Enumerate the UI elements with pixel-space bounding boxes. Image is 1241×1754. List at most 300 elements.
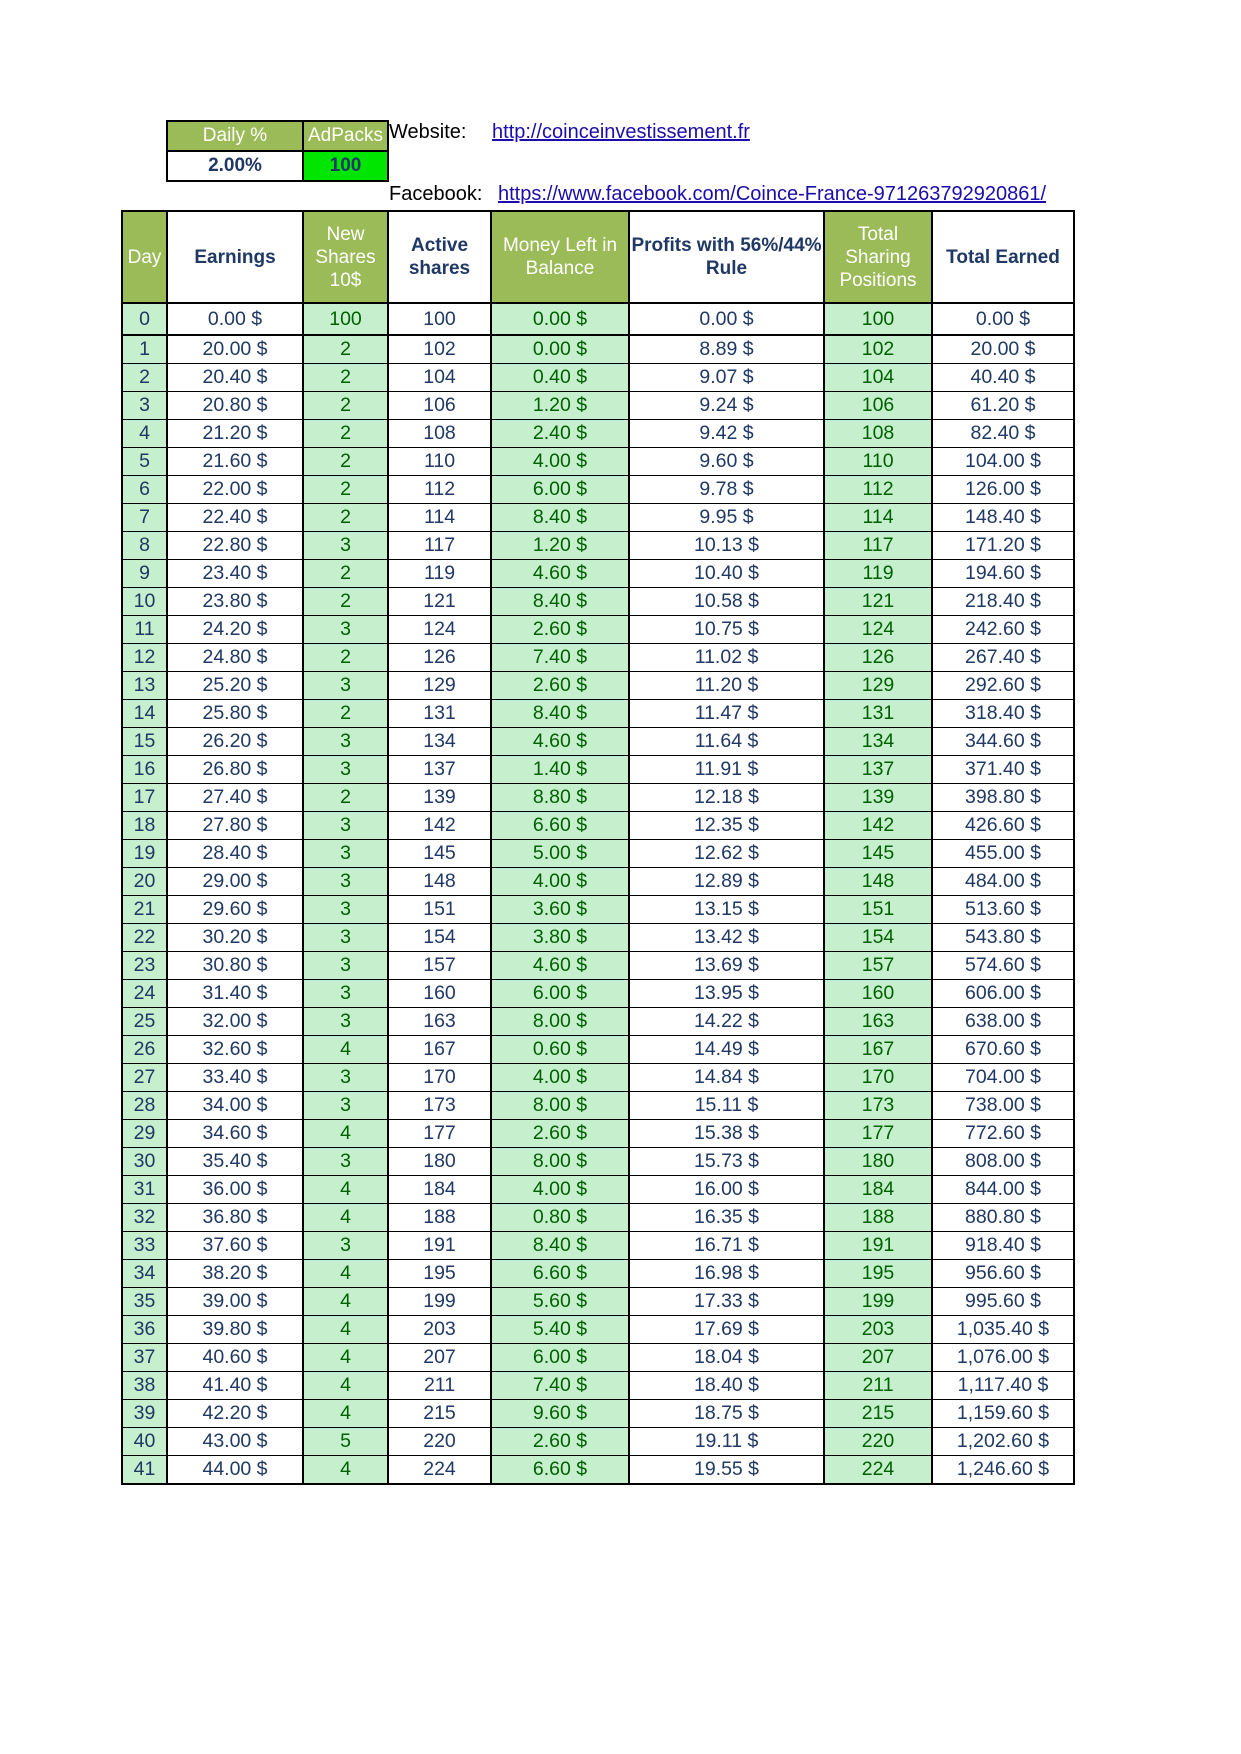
day-cell[interactable]: 37 [122, 1344, 167, 1372]
earnings-cell[interactable]: 33.40 $ [167, 1064, 303, 1092]
day-cell[interactable]: 30 [122, 1148, 167, 1176]
profits-cell[interactable]: 10.75 $ [629, 616, 824, 644]
profits-cell[interactable]: 14.49 $ [629, 1036, 824, 1064]
earnings-cell[interactable]: 24.80 $ [167, 644, 303, 672]
day-cell[interactable]: 36 [122, 1316, 167, 1344]
new-shares-cell[interactable]: 4 [303, 1204, 388, 1232]
earnings-cell[interactable]: 21.60 $ [167, 448, 303, 476]
total-earned-cell[interactable]: 704.00 $ [932, 1064, 1074, 1092]
profits-cell[interactable]: 11.91 $ [629, 756, 824, 784]
active-shares-cell[interactable]: 137 [388, 756, 491, 784]
active-shares-cell[interactable]: 134 [388, 728, 491, 756]
facebook-link[interactable]: https://www.facebook.com/Coince-France-971263792920861/ [497, 183, 1047, 205]
total-positions-cell[interactable]: 134 [824, 728, 932, 756]
day-cell[interactable]: 25 [122, 1008, 167, 1036]
day-cell[interactable]: 33 [122, 1232, 167, 1260]
total-earned-cell[interactable]: 880.80 $ [932, 1204, 1074, 1232]
profits-cell[interactable]: 9.42 $ [629, 420, 824, 448]
active-shares-cell[interactable]: 108 [388, 420, 491, 448]
profits-cell[interactable]: 9.78 $ [629, 476, 824, 504]
new-shares-cell[interactable]: 2 [303, 364, 388, 392]
active-shares-cell[interactable]: 142 [388, 812, 491, 840]
profits-cell[interactable]: 14.84 $ [629, 1064, 824, 1092]
new-shares-cell[interactable]: 2 [303, 476, 388, 504]
profits-cell[interactable]: 12.35 $ [629, 812, 824, 840]
money-left-cell[interactable]: 0.00 $ [491, 335, 629, 364]
total-earned-cell[interactable]: 513.60 $ [932, 896, 1074, 924]
total-positions-cell[interactable]: 207 [824, 1344, 932, 1372]
new-shares-cell[interactable]: 4 [303, 1372, 388, 1400]
earnings-cell[interactable]: 22.00 $ [167, 476, 303, 504]
total-earned-cell[interactable]: 670.60 $ [932, 1036, 1074, 1064]
total-earned-cell[interactable]: 1,159.60 $ [932, 1400, 1074, 1428]
profits-cell[interactable]: 9.95 $ [629, 504, 824, 532]
earnings-cell[interactable]: 35.40 $ [167, 1148, 303, 1176]
new-shares-cell[interactable]: 2 [303, 644, 388, 672]
earnings-cell[interactable]: 24.20 $ [167, 616, 303, 644]
money-left-cell[interactable]: 1.20 $ [491, 392, 629, 420]
money-left-cell[interactable]: 8.80 $ [491, 784, 629, 812]
daily-percent-value[interactable]: 2.00% [167, 151, 303, 181]
profits-cell[interactable]: 0.00 $ [629, 303, 824, 335]
active-shares-cell[interactable]: 180 [388, 1148, 491, 1176]
new-shares-cell[interactable]: 4 [303, 1176, 388, 1204]
active-shares-cell[interactable]: 160 [388, 980, 491, 1008]
day-cell[interactable]: 19 [122, 840, 167, 868]
active-shares-cell[interactable]: 211 [388, 1372, 491, 1400]
earnings-cell[interactable]: 20.00 $ [167, 335, 303, 364]
earnings-cell[interactable]: 30.20 $ [167, 924, 303, 952]
earnings-cell[interactable]: 39.80 $ [167, 1316, 303, 1344]
earnings-cell[interactable]: 26.80 $ [167, 756, 303, 784]
total-earned-cell[interactable]: 1,035.40 $ [932, 1316, 1074, 1344]
active-shares-cell[interactable]: 114 [388, 504, 491, 532]
new-shares-cell[interactable]: 100 [303, 303, 388, 335]
earnings-cell[interactable]: 32.60 $ [167, 1036, 303, 1064]
profits-cell[interactable]: 15.11 $ [629, 1092, 824, 1120]
active-shares-cell[interactable]: 191 [388, 1232, 491, 1260]
profits-cell[interactable]: 17.33 $ [629, 1288, 824, 1316]
total-positions-cell[interactable]: 108 [824, 420, 932, 448]
new-shares-cell[interactable]: 4 [303, 1316, 388, 1344]
active-shares-cell[interactable]: 106 [388, 392, 491, 420]
active-shares-cell[interactable]: 102 [388, 335, 491, 364]
new-shares-cell[interactable]: 3 [303, 896, 388, 924]
day-cell[interactable]: 3 [122, 392, 167, 420]
earnings-cell[interactable]: 22.80 $ [167, 532, 303, 560]
total-positions-cell[interactable]: 199 [824, 1288, 932, 1316]
new-shares-cell[interactable]: 4 [303, 1456, 388, 1485]
profits-cell[interactable]: 15.73 $ [629, 1148, 824, 1176]
total-earned-cell[interactable]: 126.00 $ [932, 476, 1074, 504]
new-shares-cell[interactable]: 3 [303, 756, 388, 784]
total-earned-cell[interactable]: 218.40 $ [932, 588, 1074, 616]
active-shares-cell[interactable]: 139 [388, 784, 491, 812]
money-left-cell[interactable]: 4.60 $ [491, 952, 629, 980]
total-earned-cell[interactable]: 455.00 $ [932, 840, 1074, 868]
total-positions-cell[interactable]: 131 [824, 700, 932, 728]
total-earned-cell[interactable]: 808.00 $ [932, 1148, 1074, 1176]
earnings-cell[interactable]: 0.00 $ [167, 303, 303, 335]
earnings-cell[interactable]: 20.40 $ [167, 364, 303, 392]
day-cell[interactable]: 2 [122, 364, 167, 392]
total-earned-cell[interactable]: 638.00 $ [932, 1008, 1074, 1036]
total-positions-cell[interactable]: 124 [824, 616, 932, 644]
new-shares-cell[interactable]: 3 [303, 728, 388, 756]
new-shares-cell[interactable]: 3 [303, 980, 388, 1008]
earnings-cell[interactable]: 29.60 $ [167, 896, 303, 924]
day-cell[interactable]: 27 [122, 1064, 167, 1092]
earnings-cell[interactable]: 36.80 $ [167, 1204, 303, 1232]
active-shares-cell[interactable]: 215 [388, 1400, 491, 1428]
active-shares-cell[interactable]: 177 [388, 1120, 491, 1148]
total-earned-cell[interactable]: 606.00 $ [932, 980, 1074, 1008]
new-shares-cell[interactable]: 4 [303, 1036, 388, 1064]
active-shares-cell[interactable]: 203 [388, 1316, 491, 1344]
profits-cell[interactable]: 12.18 $ [629, 784, 824, 812]
day-cell[interactable]: 24 [122, 980, 167, 1008]
new-shares-cell[interactable]: 3 [303, 616, 388, 644]
money-left-cell[interactable]: 3.60 $ [491, 896, 629, 924]
total-positions-cell[interactable]: 137 [824, 756, 932, 784]
money-left-cell[interactable]: 0.40 $ [491, 364, 629, 392]
total-positions-cell[interactable]: 100 [824, 303, 932, 335]
active-shares-cell[interactable]: 100 [388, 303, 491, 335]
total-positions-cell[interactable]: 211 [824, 1372, 932, 1400]
total-earned-cell[interactable]: 148.40 $ [932, 504, 1074, 532]
active-shares-cell[interactable]: 170 [388, 1064, 491, 1092]
day-cell[interactable]: 6 [122, 476, 167, 504]
active-shares-cell[interactable]: 220 [388, 1428, 491, 1456]
day-cell[interactable]: 15 [122, 728, 167, 756]
adpacks-value[interactable]: 100 [303, 151, 388, 181]
day-cell[interactable]: 13 [122, 672, 167, 700]
money-left-cell[interactable]: 8.00 $ [491, 1092, 629, 1120]
new-shares-cell[interactable]: 3 [303, 532, 388, 560]
profits-cell[interactable]: 8.89 $ [629, 335, 824, 364]
new-shares-cell[interactable]: 3 [303, 1092, 388, 1120]
money-left-cell[interactable]: 0.60 $ [491, 1036, 629, 1064]
profits-cell[interactable]: 19.11 $ [629, 1428, 824, 1456]
active-shares-cell[interactable]: 173 [388, 1092, 491, 1120]
profits-cell[interactable]: 13.69 $ [629, 952, 824, 980]
total-positions-cell[interactable]: 106 [824, 392, 932, 420]
money-left-cell[interactable]: 8.00 $ [491, 1008, 629, 1036]
new-shares-cell[interactable]: 3 [303, 1064, 388, 1092]
earnings-cell[interactable]: 20.80 $ [167, 392, 303, 420]
day-cell[interactable]: 10 [122, 588, 167, 616]
earnings-cell[interactable]: 44.00 $ [167, 1456, 303, 1485]
day-cell[interactable]: 20 [122, 868, 167, 896]
total-earned-cell[interactable]: 1,117.40 $ [932, 1372, 1074, 1400]
active-shares-cell[interactable]: 126 [388, 644, 491, 672]
active-shares-cell[interactable]: 195 [388, 1260, 491, 1288]
active-shares-cell[interactable]: 110 [388, 448, 491, 476]
total-earned-cell[interactable]: 543.80 $ [932, 924, 1074, 952]
day-cell[interactable]: 22 [122, 924, 167, 952]
new-shares-cell[interactable]: 5 [303, 1428, 388, 1456]
total-positions-cell[interactable]: 177 [824, 1120, 932, 1148]
earnings-cell[interactable]: 27.80 $ [167, 812, 303, 840]
total-positions-cell[interactable]: 188 [824, 1204, 932, 1232]
new-shares-cell[interactable]: 2 [303, 448, 388, 476]
total-earned-cell[interactable]: 318.40 $ [932, 700, 1074, 728]
money-left-cell[interactable]: 2.60 $ [491, 616, 629, 644]
new-shares-cell[interactable]: 2 [303, 784, 388, 812]
money-left-cell[interactable]: 6.00 $ [491, 1344, 629, 1372]
money-left-cell[interactable]: 4.00 $ [491, 1176, 629, 1204]
earnings-cell[interactable]: 43.00 $ [167, 1428, 303, 1456]
money-left-cell[interactable]: 4.60 $ [491, 560, 629, 588]
profits-cell[interactable]: 11.20 $ [629, 672, 824, 700]
total-positions-cell[interactable]: 170 [824, 1064, 932, 1092]
day-cell[interactable]: 35 [122, 1288, 167, 1316]
total-positions-cell[interactable]: 203 [824, 1316, 932, 1344]
total-positions-cell[interactable]: 195 [824, 1260, 932, 1288]
money-left-cell[interactable]: 2.40 $ [491, 420, 629, 448]
profits-cell[interactable]: 12.62 $ [629, 840, 824, 868]
active-shares-cell[interactable]: 184 [388, 1176, 491, 1204]
money-left-cell[interactable]: 2.60 $ [491, 1428, 629, 1456]
earnings-cell[interactable]: 30.80 $ [167, 952, 303, 980]
new-shares-cell[interactable]: 2 [303, 392, 388, 420]
day-cell[interactable]: 26 [122, 1036, 167, 1064]
profits-cell[interactable]: 10.58 $ [629, 588, 824, 616]
new-shares-cell[interactable]: 4 [303, 1120, 388, 1148]
active-shares-cell[interactable]: 112 [388, 476, 491, 504]
day-cell[interactable]: 12 [122, 644, 167, 672]
money-left-cell[interactable]: 2.60 $ [491, 672, 629, 700]
total-earned-cell[interactable]: 104.00 $ [932, 448, 1074, 476]
new-shares-cell[interactable]: 3 [303, 840, 388, 868]
earnings-cell[interactable]: 29.00 $ [167, 868, 303, 896]
new-shares-cell[interactable]: 3 [303, 924, 388, 952]
total-positions-cell[interactable]: 180 [824, 1148, 932, 1176]
day-cell[interactable]: 16 [122, 756, 167, 784]
day-cell[interactable]: 14 [122, 700, 167, 728]
active-shares-cell[interactable]: 124 [388, 616, 491, 644]
profits-cell[interactable]: 16.98 $ [629, 1260, 824, 1288]
earnings-cell[interactable]: 42.20 $ [167, 1400, 303, 1428]
total-positions-cell[interactable]: 148 [824, 868, 932, 896]
total-positions-cell[interactable]: 112 [824, 476, 932, 504]
earnings-cell[interactable]: 34.00 $ [167, 1092, 303, 1120]
new-shares-cell[interactable]: 3 [303, 1232, 388, 1260]
earnings-cell[interactable]: 41.40 $ [167, 1372, 303, 1400]
new-shares-cell[interactable]: 2 [303, 588, 388, 616]
total-positions-cell[interactable]: 191 [824, 1232, 932, 1260]
day-cell[interactable]: 32 [122, 1204, 167, 1232]
total-earned-cell[interactable]: 995.60 $ [932, 1288, 1074, 1316]
earnings-cell[interactable]: 28.40 $ [167, 840, 303, 868]
total-positions-cell[interactable]: 102 [824, 335, 932, 364]
active-shares-cell[interactable]: 224 [388, 1456, 491, 1485]
active-shares-cell[interactable]: 148 [388, 868, 491, 896]
total-positions-cell[interactable]: 167 [824, 1036, 932, 1064]
new-shares-cell[interactable]: 4 [303, 1260, 388, 1288]
day-cell[interactable]: 5 [122, 448, 167, 476]
total-earned-cell[interactable]: 738.00 $ [932, 1092, 1074, 1120]
earnings-cell[interactable]: 36.00 $ [167, 1176, 303, 1204]
money-left-cell[interactable]: 2.60 $ [491, 1120, 629, 1148]
earnings-cell[interactable]: 40.60 $ [167, 1344, 303, 1372]
new-shares-cell[interactable]: 2 [303, 504, 388, 532]
money-left-cell[interactable]: 8.40 $ [491, 504, 629, 532]
money-left-cell[interactable]: 4.60 $ [491, 728, 629, 756]
money-left-cell[interactable]: 1.20 $ [491, 532, 629, 560]
earnings-cell[interactable]: 25.20 $ [167, 672, 303, 700]
total-earned-cell[interactable]: 0.00 $ [932, 303, 1074, 335]
total-earned-cell[interactable]: 1,202.60 $ [932, 1428, 1074, 1456]
money-left-cell[interactable]: 8.40 $ [491, 700, 629, 728]
money-left-cell[interactable]: 8.00 $ [491, 1148, 629, 1176]
profits-cell[interactable]: 15.38 $ [629, 1120, 824, 1148]
total-positions-cell[interactable]: 224 [824, 1456, 932, 1485]
total-positions-cell[interactable]: 160 [824, 980, 932, 1008]
profits-cell[interactable]: 11.47 $ [629, 700, 824, 728]
day-cell[interactable]: 18 [122, 812, 167, 840]
total-positions-cell[interactable]: 154 [824, 924, 932, 952]
day-cell[interactable]: 9 [122, 560, 167, 588]
profits-cell[interactable]: 16.35 $ [629, 1204, 824, 1232]
total-earned-cell[interactable]: 61.20 $ [932, 392, 1074, 420]
total-earned-cell[interactable]: 194.60 $ [932, 560, 1074, 588]
earnings-cell[interactable]: 25.80 $ [167, 700, 303, 728]
day-cell[interactable]: 39 [122, 1400, 167, 1428]
total-positions-cell[interactable]: 121 [824, 588, 932, 616]
new-shares-cell[interactable]: 4 [303, 1344, 388, 1372]
new-shares-cell[interactable]: 2 [303, 335, 388, 364]
website-link[interactable]: http://coinceinvestissement.fr [492, 121, 750, 143]
profits-cell[interactable]: 11.64 $ [629, 728, 824, 756]
money-left-cell[interactable]: 5.60 $ [491, 1288, 629, 1316]
active-shares-cell[interactable]: 117 [388, 532, 491, 560]
active-shares-cell[interactable]: 119 [388, 560, 491, 588]
total-positions-cell[interactable]: 139 [824, 784, 932, 812]
active-shares-cell[interactable]: 157 [388, 952, 491, 980]
money-left-cell[interactable]: 0.80 $ [491, 1204, 629, 1232]
day-cell[interactable]: 28 [122, 1092, 167, 1120]
active-shares-cell[interactable]: 145 [388, 840, 491, 868]
new-shares-cell[interactable]: 3 [303, 952, 388, 980]
new-shares-cell[interactable]: 3 [303, 1008, 388, 1036]
earnings-cell[interactable]: 39.00 $ [167, 1288, 303, 1316]
profits-cell[interactable]: 18.04 $ [629, 1344, 824, 1372]
total-positions-cell[interactable]: 151 [824, 896, 932, 924]
total-positions-cell[interactable]: 129 [824, 672, 932, 700]
earnings-cell[interactable]: 34.60 $ [167, 1120, 303, 1148]
earnings-cell[interactable]: 21.20 $ [167, 420, 303, 448]
total-earned-cell[interactable]: 40.40 $ [932, 364, 1074, 392]
profits-cell[interactable]: 16.00 $ [629, 1176, 824, 1204]
day-cell[interactable]: 29 [122, 1120, 167, 1148]
money-left-cell[interactable]: 6.60 $ [491, 1260, 629, 1288]
total-earned-cell[interactable]: 1,246.60 $ [932, 1456, 1074, 1485]
total-positions-cell[interactable]: 157 [824, 952, 932, 980]
total-earned-cell[interactable]: 918.40 $ [932, 1232, 1074, 1260]
new-shares-cell[interactable]: 4 [303, 1288, 388, 1316]
day-cell[interactable]: 21 [122, 896, 167, 924]
active-shares-cell[interactable]: 121 [388, 588, 491, 616]
total-positions-cell[interactable]: 184 [824, 1176, 932, 1204]
profits-cell[interactable]: 13.15 $ [629, 896, 824, 924]
new-shares-cell[interactable]: 2 [303, 700, 388, 728]
total-positions-cell[interactable]: 173 [824, 1092, 932, 1120]
money-left-cell[interactable]: 5.40 $ [491, 1316, 629, 1344]
day-cell[interactable]: 34 [122, 1260, 167, 1288]
active-shares-cell[interactable]: 163 [388, 1008, 491, 1036]
active-shares-cell[interactable]: 129 [388, 672, 491, 700]
day-cell[interactable]: 1 [122, 335, 167, 364]
total-positions-cell[interactable]: 110 [824, 448, 932, 476]
profits-cell[interactable]: 17.69 $ [629, 1316, 824, 1344]
earnings-cell[interactable]: 31.40 $ [167, 980, 303, 1008]
money-left-cell[interactable]: 1.40 $ [491, 756, 629, 784]
day-cell[interactable]: 17 [122, 784, 167, 812]
money-left-cell[interactable]: 6.60 $ [491, 1456, 629, 1485]
total-earned-cell[interactable]: 956.60 $ [932, 1260, 1074, 1288]
earnings-cell[interactable]: 32.00 $ [167, 1008, 303, 1036]
total-positions-cell[interactable]: 220 [824, 1428, 932, 1456]
active-shares-cell[interactable]: 131 [388, 700, 491, 728]
money-left-cell[interactable]: 8.40 $ [491, 588, 629, 616]
money-left-cell[interactable]: 5.00 $ [491, 840, 629, 868]
day-cell[interactable]: 40 [122, 1428, 167, 1456]
total-positions-cell[interactable]: 145 [824, 840, 932, 868]
money-left-cell[interactable]: 3.80 $ [491, 924, 629, 952]
total-earned-cell[interactable]: 426.60 $ [932, 812, 1074, 840]
earnings-cell[interactable]: 23.80 $ [167, 588, 303, 616]
total-positions-cell[interactable]: 215 [824, 1400, 932, 1428]
money-left-cell[interactable]: 8.40 $ [491, 1232, 629, 1260]
total-positions-cell[interactable]: 117 [824, 532, 932, 560]
active-shares-cell[interactable]: 154 [388, 924, 491, 952]
total-earned-cell[interactable]: 242.60 $ [932, 616, 1074, 644]
new-shares-cell[interactable]: 3 [303, 672, 388, 700]
profits-cell[interactable]: 10.13 $ [629, 532, 824, 560]
money-left-cell[interactable]: 4.00 $ [491, 448, 629, 476]
total-earned-cell[interactable]: 267.40 $ [932, 644, 1074, 672]
day-cell[interactable]: 0 [122, 303, 167, 335]
total-earned-cell[interactable]: 484.00 $ [932, 868, 1074, 896]
money-left-cell[interactable]: 0.00 $ [491, 303, 629, 335]
profits-cell[interactable]: 19.55 $ [629, 1456, 824, 1485]
profits-cell[interactable]: 12.89 $ [629, 868, 824, 896]
profits-cell[interactable]: 13.42 $ [629, 924, 824, 952]
total-earned-cell[interactable]: 344.60 $ [932, 728, 1074, 756]
total-earned-cell[interactable]: 371.40 $ [932, 756, 1074, 784]
day-cell[interactable]: 4 [122, 420, 167, 448]
money-left-cell[interactable]: 4.00 $ [491, 1064, 629, 1092]
total-earned-cell[interactable]: 844.00 $ [932, 1176, 1074, 1204]
total-positions-cell[interactable]: 163 [824, 1008, 932, 1036]
new-shares-cell[interactable]: 3 [303, 868, 388, 896]
new-shares-cell[interactable]: 2 [303, 420, 388, 448]
money-left-cell[interactable]: 6.00 $ [491, 980, 629, 1008]
money-left-cell[interactable]: 7.40 $ [491, 644, 629, 672]
total-positions-cell[interactable]: 142 [824, 812, 932, 840]
total-positions-cell[interactable]: 104 [824, 364, 932, 392]
total-earned-cell[interactable]: 1,076.00 $ [932, 1344, 1074, 1372]
total-positions-cell[interactable]: 126 [824, 644, 932, 672]
active-shares-cell[interactable]: 104 [388, 364, 491, 392]
total-earned-cell[interactable]: 574.60 $ [932, 952, 1074, 980]
profits-cell[interactable]: 9.24 $ [629, 392, 824, 420]
earnings-cell[interactable]: 38.20 $ [167, 1260, 303, 1288]
profits-cell[interactable]: 18.40 $ [629, 1372, 824, 1400]
earnings-cell[interactable]: 27.40 $ [167, 784, 303, 812]
new-shares-cell[interactable]: 3 [303, 1148, 388, 1176]
